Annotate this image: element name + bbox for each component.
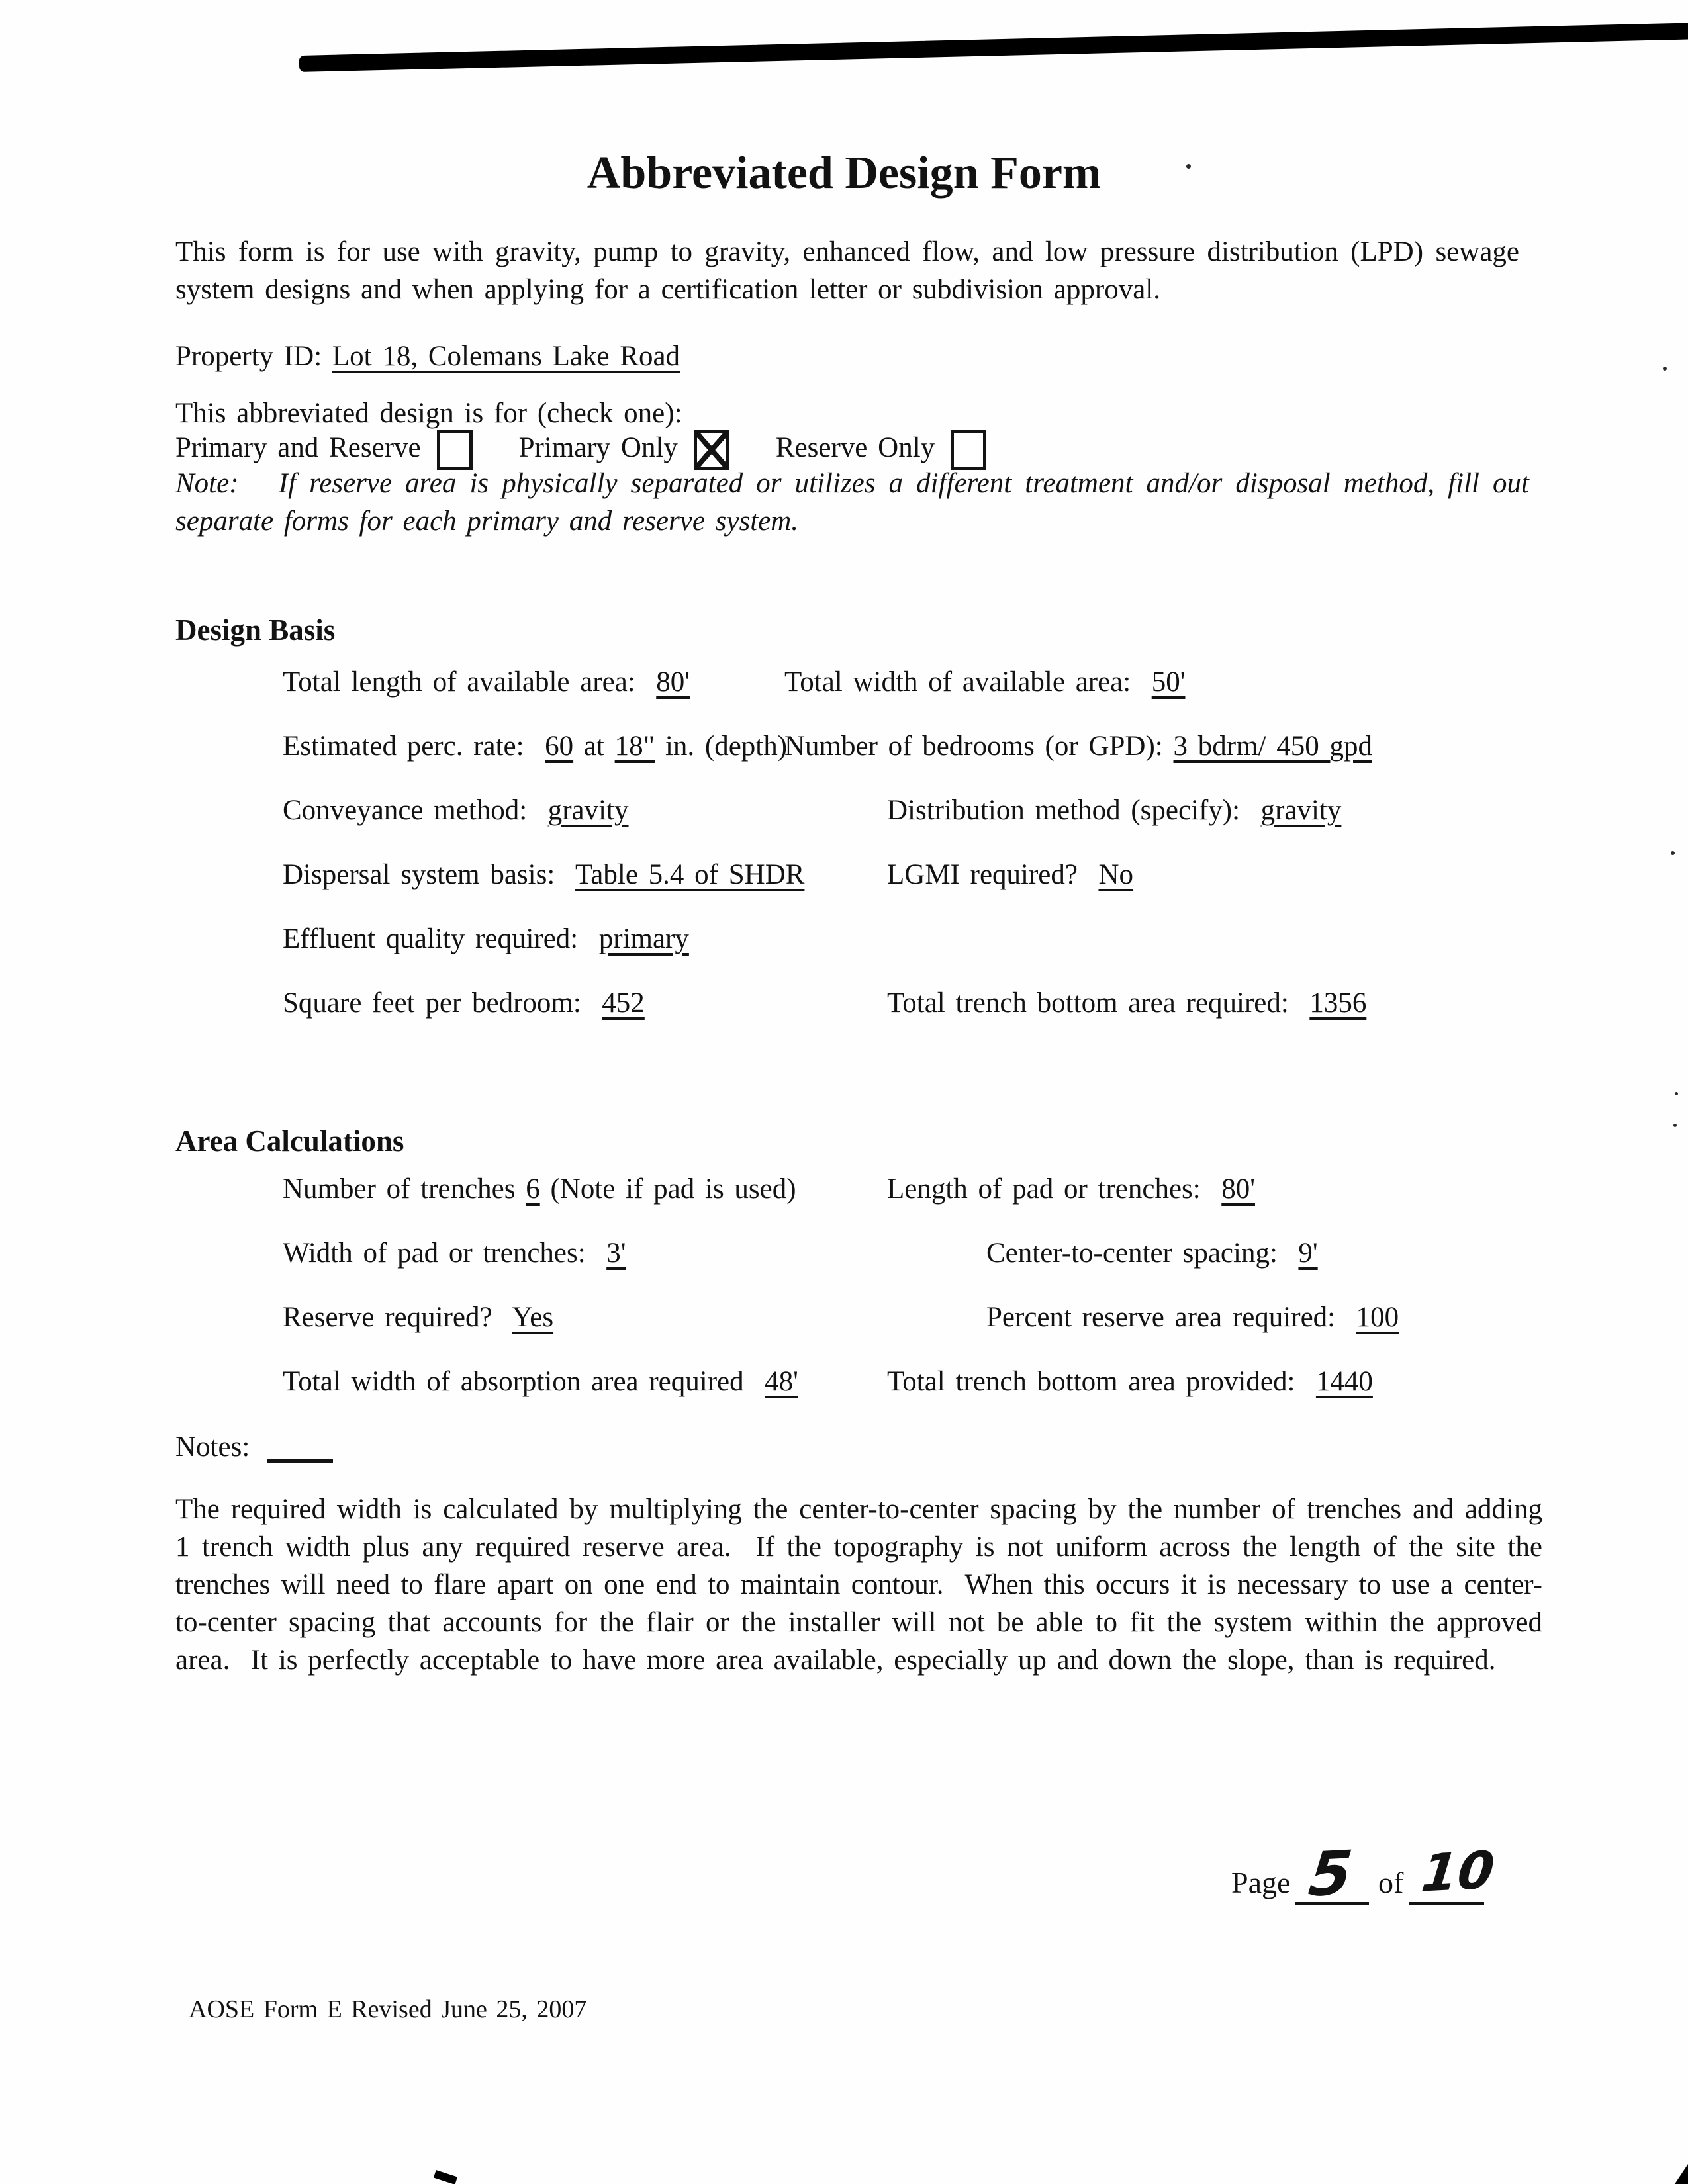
field-value: gravity: [547, 795, 629, 826]
field-value: 100: [1356, 1302, 1399, 1333]
field-value: 48': [765, 1366, 798, 1397]
scan-artifact-corner-mark: [1675, 2164, 1688, 2184]
form-row: [0, 987, 1688, 1051]
form-field: [283, 1173, 796, 1205]
form-field: [986, 1301, 1399, 1334]
field-label: in. (depth): [655, 731, 788, 762]
field-label: Square feet per bedroom:: [283, 987, 602, 1019]
form-row: [0, 1365, 1688, 1430]
checkbox-row: [175, 429, 986, 470]
design-basis-heading: Design Basis: [175, 614, 336, 647]
checkbox-label: Primary and Reserve: [175, 432, 421, 463]
field-label: Number of bedrooms (or GPD):: [784, 731, 1174, 762]
field-value: Table 5.4 of SHDR: [575, 859, 805, 890]
scan-speck: [1671, 851, 1675, 855]
field-label: Total width of available area:: [784, 666, 1152, 698]
field-value: 452: [602, 987, 645, 1019]
form-field: [887, 794, 1341, 827]
field-label: LGMI required?: [887, 859, 1099, 890]
notes-label: Notes:: [175, 1432, 261, 1463]
area-calculations-rows: [0, 1173, 1688, 1430]
checkbox-label: Primary Only: [518, 432, 678, 463]
form-field: [283, 666, 690, 698]
form-footer: AOSE Form E Revised June 25, 2007: [189, 1995, 587, 2023]
notes-line: [175, 1428, 333, 1466]
field-value: 6: [526, 1173, 540, 1205]
form-field: [283, 1365, 798, 1398]
form-row: [0, 794, 1688, 858]
form-field: [887, 1365, 1373, 1398]
checkbox-label: Reserve Only: [775, 432, 935, 463]
body-paragraph: The required width is calculated by multiplying the center-to-center spacing by the number of trenches and adding 1 trench width plus any required reserve area. If the topography is not uniform across the length of the site the trenches will need to flare apart on one end to maintain contour. When this occurs it is necessary to use a center-to-center spacing that accounts for the flair or the installer will not be able to fit the system within the approved area. It is perfectly acceptable to have more area available, especially up and down the slope, than is required.: [175, 1494, 1553, 1676]
field-label: Percent reserve area required:: [986, 1302, 1356, 1333]
field-label: Total length of available area:: [283, 666, 657, 698]
form-row: [0, 858, 1688, 923]
field-label: Conveyance method:: [283, 795, 548, 826]
check-one-prompt: This abbreviated design is for (check one):: [175, 398, 682, 429]
field-value: 50': [1151, 666, 1186, 698]
field-value: 9': [1298, 1238, 1318, 1269]
field-value: 80': [1221, 1173, 1255, 1205]
scan-speck: [1673, 1124, 1677, 1127]
field-label: Reserve required?: [283, 1302, 512, 1333]
of-label: of: [1378, 1866, 1404, 1899]
handwritten-total-pages: 10: [1418, 1841, 1497, 1904]
form-field: [283, 987, 645, 1019]
design-basis-rows: [0, 666, 1688, 1051]
form-field: [784, 666, 1185, 698]
field-value: 1440: [1315, 1366, 1373, 1397]
intro-paragraph: This form is for use with gravity, pump to gravity, enhanced flow, and low pressure distribution (LPD) sewage system designs and when applying for a certification letter or subdivision approval.: [175, 236, 1530, 305]
page-title: Abbreviated Design Form: [586, 148, 1102, 199]
property-id-value: Lot 18, Colemans Lake Road: [332, 341, 680, 372]
property-id-label: Property ID:: [175, 341, 332, 372]
checkbox-option: [776, 429, 986, 470]
property-id-line: [175, 338, 680, 375]
field-value: gravity: [1260, 795, 1342, 826]
form-field: [283, 858, 804, 891]
field-value: 18": [614, 731, 655, 762]
note-paragraph: Note: If reserve area is physically separated or utilizes a different treatment and/or disposal method, fill out separate forms for each primary and reserve system.: [175, 468, 1540, 537]
field-label: Effluent quality required:: [283, 923, 599, 954]
field-label: Length of pad or trenches:: [887, 1173, 1222, 1205]
form-row: [0, 1301, 1688, 1365]
form-field: [283, 1237, 626, 1269]
handwritten-page-number: 5: [1305, 1837, 1356, 1911]
form-field: [887, 1173, 1255, 1205]
form-field: [887, 858, 1133, 891]
field-label: (Note if pad is used): [539, 1173, 796, 1205]
field-value: 3 bdrm/ 450 gpd: [1173, 731, 1372, 762]
field-value: 80': [656, 666, 690, 698]
form-field: [784, 730, 1372, 762]
form-field: [283, 923, 689, 955]
field-label: Distribution method (specify):: [887, 795, 1261, 826]
field-label: Total width of absorption area required: [283, 1366, 765, 1397]
field-value: 1356: [1309, 987, 1367, 1019]
field-label: Total trench bottom area required:: [887, 987, 1310, 1019]
scan-speck: [1186, 164, 1191, 169]
checkbox-option: [175, 429, 473, 470]
scan-speck: [1663, 367, 1667, 371]
field-value: primary: [598, 923, 689, 954]
checkbox-checked-icon: [694, 430, 729, 470]
form-row: [0, 730, 1688, 794]
form-field: [283, 794, 629, 827]
form-row: [0, 923, 1688, 987]
scan-artifact-top-bar: [299, 23, 1688, 72]
notes-blank-field: [267, 1432, 333, 1463]
form-field: [283, 1301, 553, 1334]
form-row: [0, 1173, 1688, 1237]
page-number-block: [1231, 1837, 1509, 1923]
field-label: Center-to-center spacing:: [986, 1238, 1299, 1269]
form-row: [0, 1237, 1688, 1301]
checkbox-option: [519, 429, 729, 470]
checkbox-unchecked-icon: [437, 430, 473, 470]
field-value: 3': [606, 1238, 626, 1269]
field-label: Number of trenches: [283, 1173, 526, 1205]
field-value: 60: [545, 731, 574, 762]
area-calculations-heading: Area Calculations: [175, 1124, 404, 1158]
field-label: Dispersal system basis:: [283, 859, 576, 890]
page-label: Page: [1231, 1866, 1291, 1899]
field-label: Width of pad or trenches:: [283, 1238, 607, 1269]
field-label: at: [573, 731, 615, 762]
checkbox-unchecked-icon: [951, 430, 986, 470]
form-field: [986, 1237, 1318, 1269]
form-row: [0, 666, 1688, 730]
field-label: Estimated perc. rate:: [283, 731, 545, 762]
scan-speck: [1675, 1092, 1678, 1095]
field-value: Yes: [512, 1302, 554, 1333]
field-value: No: [1098, 859, 1134, 890]
form-field: [283, 730, 787, 762]
field-label: Total trench bottom area provided:: [887, 1366, 1316, 1397]
form-field: [887, 987, 1366, 1019]
scan-artifact-bottom-mark: [434, 2170, 457, 2184]
